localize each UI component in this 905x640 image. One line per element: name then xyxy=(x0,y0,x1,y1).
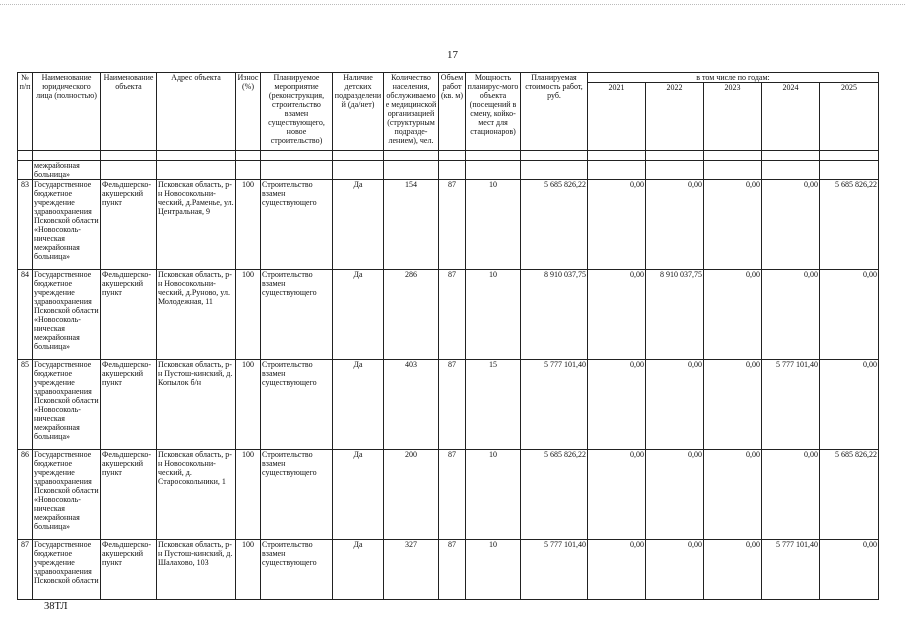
cell-2025: 5 685 826,22 xyxy=(820,450,879,540)
cell-volume: 87 xyxy=(439,540,466,600)
cell-2025: 0,00 xyxy=(820,270,879,360)
cell-children: Да xyxy=(333,270,384,360)
scan-edge-line xyxy=(0,4,905,6)
cell-object-name: Фельдшерско-акушерский пункт xyxy=(101,270,157,360)
cell-children: Да xyxy=(333,450,384,540)
header-year-2024: 2024 xyxy=(762,83,820,151)
header-object-name: Наименование объекта xyxy=(101,73,157,151)
cell-cost: 5 685 826,22 xyxy=(521,180,588,270)
continuation-row xyxy=(18,161,879,180)
cell-2023: 0,00 xyxy=(704,450,762,540)
cell-address: Псковская область, р-н Новосокольни-ческий, д.Руново, ул. Молодежная, 11 xyxy=(157,270,236,360)
header-population: Количество населения, обслуживаемое медицинской организацией (структурным подразде-лением), чел. xyxy=(384,73,439,151)
header-year-2025: 2025 xyxy=(820,83,879,151)
cell-object-name: Фельдшерско-акушерский пункт xyxy=(101,450,157,540)
header-address: Адрес объекта xyxy=(157,73,236,151)
cell-2024: 0,00 xyxy=(762,270,820,360)
cell-address: Псковская область, р-н Пустош-кинский, д. Шалахово, 103 xyxy=(157,540,236,600)
cell-capacity: 10 xyxy=(466,540,521,600)
objects-table xyxy=(17,72,879,600)
cell-num: 86 xyxy=(18,450,33,540)
header-event: Планируемое мероприятие (реконструкция, строительство взамен существующего, новое строительство) xyxy=(261,73,333,151)
cell-object-name: Фельдшерско-акушерский пункт xyxy=(101,540,157,600)
header-year-2023: 2023 xyxy=(704,83,762,151)
cell-wear: 100 xyxy=(236,540,261,600)
header-num: № п/п xyxy=(18,73,33,151)
cell-population: 154 xyxy=(384,180,439,270)
header-cost: Планируемая стоимость работ, руб. xyxy=(521,73,588,151)
cell-capacity: 10 xyxy=(466,450,521,540)
cell-num: 85 xyxy=(18,360,33,450)
cell-legal-name: Государственное бюджетное учреждение здравоохранения Псковской области «Новосоколь-ническая межрайонная больница» xyxy=(33,180,101,270)
table-row xyxy=(18,270,879,360)
cell-children: Да xyxy=(333,540,384,600)
cell-num: 87 xyxy=(18,540,33,600)
cell-wear: 100 xyxy=(236,180,261,270)
table-container xyxy=(17,72,878,585)
table-row xyxy=(18,360,879,450)
cell-num: 83 xyxy=(18,180,33,270)
cell-legal-name: Государственное бюджетное учреждение здравоохранения Псковской области «Новосоколь-ническая межрайонная больница» xyxy=(33,270,101,360)
cell-address: Псковская область, р-н Новосокольни-ческий, д.Раменье, ул. Центральная, 9 xyxy=(157,180,236,270)
cell-capacity: 10 xyxy=(466,180,521,270)
cell-2025: 5 685 826,22 xyxy=(820,180,879,270)
cell-capacity: 15 xyxy=(466,360,521,450)
cell-event: Строительство взамен существующего xyxy=(261,270,333,360)
cell-cost: 5 685 826,22 xyxy=(521,450,588,540)
cell-population: 200 xyxy=(384,450,439,540)
cell-2024: 0,00 xyxy=(762,180,820,270)
cell-num: 84 xyxy=(18,270,33,360)
cell-2022: 0,00 xyxy=(646,540,704,600)
continuation-text: межрайонная больница» xyxy=(33,161,101,180)
cell-event: Строительство взамен существующего xyxy=(261,180,333,270)
cell-cost: 5 777 101,40 xyxy=(521,540,588,600)
cell-2021: 0,00 xyxy=(588,270,646,360)
cell-legal-name: Государственное бюджетное учреждение здравоохранения Псковской области xyxy=(33,540,101,600)
blank-row xyxy=(18,151,879,161)
table-row xyxy=(18,180,879,270)
cell-2024: 0,00 xyxy=(762,450,820,540)
cell-volume: 87 xyxy=(439,270,466,360)
cell-volume: 87 xyxy=(439,450,466,540)
header-legal-name: Наименование юридического лица (полностью) xyxy=(33,73,101,151)
cell-children: Да xyxy=(333,360,384,450)
footer-code: 38ТЛ xyxy=(44,601,68,612)
header-wear: Износ (%) xyxy=(236,73,261,151)
cell-wear: 100 xyxy=(236,360,261,450)
header-capacity: Мощность планирус-мого объекта (посещений в смену, койко-мест для стационаров) xyxy=(466,73,521,151)
cell-wear: 100 xyxy=(236,450,261,540)
header-row-1 xyxy=(18,73,879,83)
cell-2023: 0,00 xyxy=(704,360,762,450)
cell-2022: 0,00 xyxy=(646,180,704,270)
cell-object-name: Фельдшерско-акушерский пункт xyxy=(101,180,157,270)
cell-2022: 0,00 xyxy=(646,450,704,540)
cell-2024: 5 777 101,40 xyxy=(762,360,820,450)
header-year-2021: 2021 xyxy=(588,83,646,151)
cell-2024: 5 777 101,40 xyxy=(762,540,820,600)
cell-2021: 0,00 xyxy=(588,540,646,600)
cell-capacity: 10 xyxy=(466,270,521,360)
header-by-years: в том числе по годам: xyxy=(588,73,879,83)
cell-population: 403 xyxy=(384,360,439,450)
cell-cost: 5 777 101,40 xyxy=(521,360,588,450)
cell-2021: 0,00 xyxy=(588,360,646,450)
cell-cost: 8 910 037,75 xyxy=(521,270,588,360)
cell-2021: 0,00 xyxy=(588,450,646,540)
cell-population: 327 xyxy=(384,540,439,600)
header-children: Наличие детских подразделений (да/нет) xyxy=(333,73,384,151)
cell-2022: 8 910 037,75 xyxy=(646,270,704,360)
table-row xyxy=(18,540,879,600)
header-volume: Объем работ (кв. м) xyxy=(439,73,466,151)
cell-population: 286 xyxy=(384,270,439,360)
cell-2021: 0,00 xyxy=(588,180,646,270)
cell-2023: 0,00 xyxy=(704,180,762,270)
cell-object-name: Фельдшерско-акушерский пункт xyxy=(101,360,157,450)
cell-wear: 100 xyxy=(236,270,261,360)
cell-event: Строительство взамен существующего xyxy=(261,360,333,450)
table-row xyxy=(18,450,879,540)
cell-volume: 87 xyxy=(439,360,466,450)
cell-2022: 0,00 xyxy=(646,360,704,450)
cell-2023: 0,00 xyxy=(704,270,762,360)
header-year-2022: 2022 xyxy=(646,83,704,151)
cell-address: Псковская область, р-н Пустош-кинский, д. Копылок б/н xyxy=(157,360,236,450)
cell-children: Да xyxy=(333,180,384,270)
cell-legal-name: Государственное бюджетное учреждение здравоохранения Псковской области «Новосоколь-ническая межрайонная больница» xyxy=(33,450,101,540)
cell-2025: 0,00 xyxy=(820,360,879,450)
cell-2023: 0,00 xyxy=(704,540,762,600)
cell-event: Строительство взамен существующего xyxy=(261,450,333,540)
page-number: 17 xyxy=(447,49,458,61)
cell-2025: 0,00 xyxy=(820,540,879,600)
cell-legal-name: Государственное бюджетное учреждение здравоохранения Псковской области «Новосоколь-ническая межрайонная больница» xyxy=(33,360,101,450)
cell-event: Строительство взамен существующего xyxy=(261,540,333,600)
cell-volume: 87 xyxy=(439,180,466,270)
cell-address: Псковская область, р-н Новосокольни-ческий, д. Старосокольники, 1 xyxy=(157,450,236,540)
